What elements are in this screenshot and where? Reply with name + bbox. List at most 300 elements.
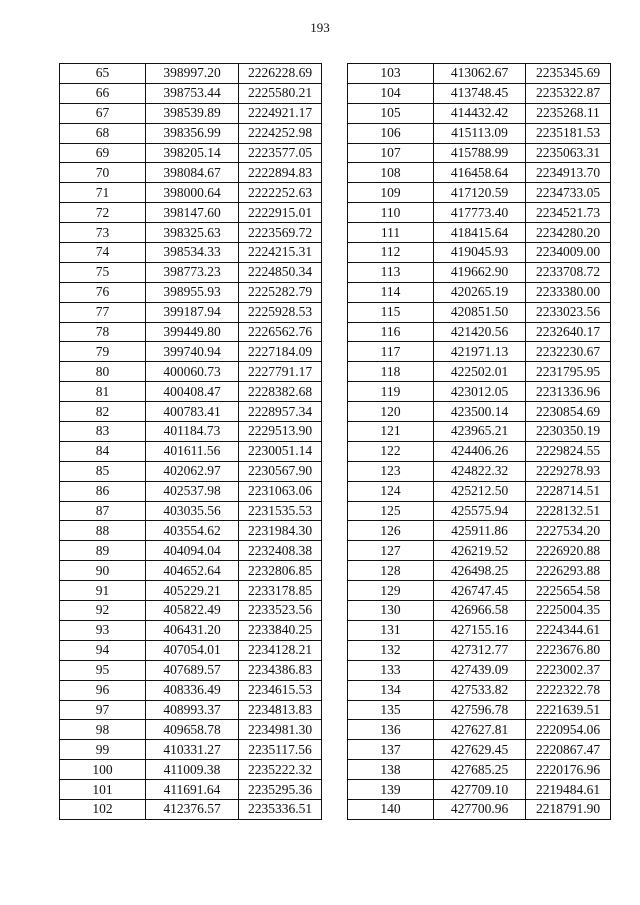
point-number-cell: 94 — [60, 640, 146, 660]
y-coordinate-cell: 2234521.73 — [526, 203, 611, 223]
point-number-cell: 121 — [348, 422, 434, 442]
x-coordinate-cell: 425575.94 — [434, 501, 526, 521]
table-row — [60, 660, 322, 680]
x-coordinate-cell: 404652.64 — [146, 561, 239, 581]
table-row — [60, 541, 322, 561]
y-coordinate-cell: 2223569.72 — [239, 223, 322, 243]
y-coordinate-cell: 2221639.51 — [526, 700, 611, 720]
table-row — [60, 302, 322, 322]
y-coordinate-cell: 2234009.00 — [526, 243, 611, 263]
x-coordinate-cell: 403554.62 — [146, 521, 239, 541]
y-coordinate-cell: 2234981.30 — [239, 720, 322, 740]
table-row — [60, 203, 322, 223]
y-coordinate-cell: 2235336.51 — [239, 799, 322, 819]
x-coordinate-cell: 398000.64 — [146, 183, 239, 203]
y-coordinate-cell: 2224215.31 — [239, 243, 322, 263]
point-number-cell: 132 — [348, 640, 434, 660]
table-row — [60, 601, 322, 621]
y-coordinate-cell: 2222894.83 — [239, 163, 322, 183]
x-coordinate-cell: 403035.56 — [146, 501, 239, 521]
x-coordinate-cell: 421971.13 — [434, 342, 526, 362]
x-coordinate-cell: 425911.86 — [434, 521, 526, 541]
coordinates-table-left — [59, 63, 322, 820]
y-coordinate-cell: 2220176.96 — [526, 760, 611, 780]
point-number-cell: 130 — [348, 601, 434, 621]
x-coordinate-cell: 426747.45 — [434, 581, 526, 601]
x-coordinate-cell: 408993.37 — [146, 700, 239, 720]
point-number-cell: 83 — [60, 422, 146, 442]
y-coordinate-cell: 2226293.88 — [526, 561, 611, 581]
x-coordinate-cell: 401611.56 — [146, 441, 239, 461]
table-row — [348, 123, 611, 143]
y-coordinate-cell: 2228957.34 — [239, 402, 322, 422]
x-coordinate-cell: 402062.97 — [146, 461, 239, 481]
table-row — [348, 422, 611, 442]
point-number-cell: 74 — [60, 243, 146, 263]
point-number-cell: 128 — [348, 561, 434, 581]
table-row — [60, 163, 322, 183]
point-number-cell: 69 — [60, 143, 146, 163]
point-number-cell: 98 — [60, 720, 146, 740]
x-coordinate-cell: 405229.21 — [146, 581, 239, 601]
y-coordinate-cell: 2224921.17 — [239, 103, 322, 123]
table-row — [348, 581, 611, 601]
table-row — [60, 501, 322, 521]
point-number-cell: 72 — [60, 203, 146, 223]
y-coordinate-cell: 2235181.53 — [526, 123, 611, 143]
point-number-cell: 80 — [60, 362, 146, 382]
x-coordinate-cell: 423500.14 — [434, 402, 526, 422]
point-number-cell: 96 — [60, 680, 146, 700]
x-coordinate-cell: 410331.27 — [146, 740, 239, 760]
table-row — [60, 620, 322, 640]
x-coordinate-cell: 419662.90 — [434, 262, 526, 282]
point-number-cell: 124 — [348, 481, 434, 501]
x-coordinate-cell: 411009.38 — [146, 760, 239, 780]
point-number-cell: 104 — [348, 83, 434, 103]
y-coordinate-cell: 2225654.58 — [526, 581, 611, 601]
point-number-cell: 79 — [60, 342, 146, 362]
point-number-cell: 139 — [348, 780, 434, 800]
point-number-cell: 102 — [60, 799, 146, 819]
x-coordinate-cell: 423965.21 — [434, 422, 526, 442]
x-coordinate-cell: 398955.93 — [146, 282, 239, 302]
table-row — [348, 402, 611, 422]
point-number-cell: 103 — [348, 64, 434, 84]
x-coordinate-cell: 420851.50 — [434, 302, 526, 322]
table-row — [60, 799, 322, 819]
x-coordinate-cell: 400060.73 — [146, 362, 239, 382]
y-coordinate-cell: 2227184.09 — [239, 342, 322, 362]
y-coordinate-cell: 2228714.51 — [526, 481, 611, 501]
point-number-cell: 90 — [60, 561, 146, 581]
x-coordinate-cell: 412376.57 — [146, 799, 239, 819]
y-coordinate-cell: 2235268.11 — [526, 103, 611, 123]
y-coordinate-cell: 2234128.21 — [239, 640, 322, 660]
coordinates-table-right — [347, 63, 611, 820]
y-coordinate-cell: 2228382.68 — [239, 382, 322, 402]
y-coordinate-cell: 2222322.78 — [526, 680, 611, 700]
y-coordinate-cell: 2235345.69 — [526, 64, 611, 84]
table-row — [348, 780, 611, 800]
table-row — [60, 223, 322, 243]
y-coordinate-cell: 2231984.30 — [239, 521, 322, 541]
x-coordinate-cell: 417120.59 — [434, 183, 526, 203]
x-coordinate-cell: 398997.20 — [146, 64, 239, 84]
table-row — [348, 461, 611, 481]
y-coordinate-cell: 2235322.87 — [526, 83, 611, 103]
x-coordinate-cell: 398205.14 — [146, 143, 239, 163]
x-coordinate-cell: 398753.44 — [146, 83, 239, 103]
point-number-cell: 78 — [60, 322, 146, 342]
table-row — [60, 243, 322, 263]
table-row — [60, 362, 322, 382]
table-row — [348, 382, 611, 402]
table-row — [348, 103, 611, 123]
x-coordinate-cell: 398356.99 — [146, 123, 239, 143]
table-row — [60, 740, 322, 760]
point-number-cell: 140 — [348, 799, 434, 819]
x-coordinate-cell: 419045.93 — [434, 243, 526, 263]
y-coordinate-cell: 2228132.51 — [526, 501, 611, 521]
point-number-cell: 97 — [60, 700, 146, 720]
y-coordinate-cell: 2226228.69 — [239, 64, 322, 84]
table-row — [60, 382, 322, 402]
x-coordinate-cell: 407689.57 — [146, 660, 239, 680]
y-coordinate-cell: 2223676.80 — [526, 640, 611, 660]
x-coordinate-cell: 398773.23 — [146, 262, 239, 282]
y-coordinate-cell: 2232806.85 — [239, 561, 322, 581]
table-row — [60, 780, 322, 800]
table-row — [60, 700, 322, 720]
point-number-cell: 126 — [348, 521, 434, 541]
point-number-cell: 66 — [60, 83, 146, 103]
x-coordinate-cell: 398539.89 — [146, 103, 239, 123]
y-coordinate-cell: 2235063.31 — [526, 143, 611, 163]
x-coordinate-cell: 404094.04 — [146, 541, 239, 561]
point-number-cell: 122 — [348, 441, 434, 461]
x-coordinate-cell: 426498.25 — [434, 561, 526, 581]
table-row — [348, 441, 611, 461]
x-coordinate-cell: 415788.99 — [434, 143, 526, 163]
y-coordinate-cell: 2225282.79 — [239, 282, 322, 302]
point-number-cell: 89 — [60, 541, 146, 561]
point-number-cell: 109 — [348, 183, 434, 203]
point-number-cell: 107 — [348, 143, 434, 163]
y-coordinate-cell: 2234280.20 — [526, 223, 611, 243]
y-coordinate-cell: 2230567.90 — [239, 461, 322, 481]
x-coordinate-cell: 427596.78 — [434, 700, 526, 720]
y-coordinate-cell: 2226920.88 — [526, 541, 611, 561]
point-number-cell: 100 — [60, 760, 146, 780]
x-coordinate-cell: 406431.20 — [146, 620, 239, 640]
x-coordinate-cell: 398147.60 — [146, 203, 239, 223]
table-row — [348, 143, 611, 163]
y-coordinate-cell: 2230350.19 — [526, 422, 611, 442]
table-row — [60, 262, 322, 282]
y-coordinate-cell: 2233523.56 — [239, 601, 322, 621]
point-number-cell: 138 — [348, 760, 434, 780]
y-coordinate-cell: 2231535.53 — [239, 501, 322, 521]
point-number-cell: 92 — [60, 601, 146, 621]
point-number-cell: 86 — [60, 481, 146, 501]
x-coordinate-cell: 427155.16 — [434, 620, 526, 640]
table-row — [60, 521, 322, 541]
point-number-cell: 101 — [60, 780, 146, 800]
x-coordinate-cell: 416458.64 — [434, 163, 526, 183]
y-coordinate-cell: 2219484.61 — [526, 780, 611, 800]
y-coordinate-cell: 2231795.95 — [526, 362, 611, 382]
y-coordinate-cell: 2224252.98 — [239, 123, 322, 143]
point-number-cell: 116 — [348, 322, 434, 342]
point-number-cell: 84 — [60, 441, 146, 461]
x-coordinate-cell: 399449.80 — [146, 322, 239, 342]
x-coordinate-cell: 413062.67 — [434, 64, 526, 84]
x-coordinate-cell: 426966.58 — [434, 601, 526, 621]
table-row — [60, 441, 322, 461]
table-row — [348, 740, 611, 760]
table-row — [348, 501, 611, 521]
y-coordinate-cell: 2222915.01 — [239, 203, 322, 223]
table-row — [60, 342, 322, 362]
x-coordinate-cell: 398534.33 — [146, 243, 239, 263]
table-row — [348, 700, 611, 720]
table-row — [348, 243, 611, 263]
x-coordinate-cell: 402537.98 — [146, 481, 239, 501]
point-number-cell: 85 — [60, 461, 146, 481]
table-row — [348, 760, 611, 780]
table-row — [348, 620, 611, 640]
y-coordinate-cell: 2232408.38 — [239, 541, 322, 561]
y-coordinate-cell: 2233708.72 — [526, 262, 611, 282]
x-coordinate-cell: 422502.01 — [434, 362, 526, 382]
table-row — [60, 183, 322, 203]
y-coordinate-cell: 2231336.96 — [526, 382, 611, 402]
table-row — [348, 640, 611, 660]
y-coordinate-cell: 2223002.37 — [526, 660, 611, 680]
table-row — [60, 461, 322, 481]
table-row — [348, 223, 611, 243]
y-coordinate-cell: 2227791.17 — [239, 362, 322, 382]
y-coordinate-cell: 2234913.70 — [526, 163, 611, 183]
y-coordinate-cell: 2224850.34 — [239, 262, 322, 282]
point-number-cell: 120 — [348, 402, 434, 422]
x-coordinate-cell: 401184.73 — [146, 422, 239, 442]
point-number-cell: 82 — [60, 402, 146, 422]
x-coordinate-cell: 427533.82 — [434, 680, 526, 700]
y-coordinate-cell: 2225928.53 — [239, 302, 322, 322]
table-row — [60, 481, 322, 501]
point-number-cell: 111 — [348, 223, 434, 243]
x-coordinate-cell: 427629.45 — [434, 740, 526, 760]
point-number-cell: 88 — [60, 521, 146, 541]
x-coordinate-cell: 427312.77 — [434, 640, 526, 660]
table-row — [60, 561, 322, 581]
table-row — [60, 64, 322, 84]
table-row — [348, 322, 611, 342]
x-coordinate-cell: 399187.94 — [146, 302, 239, 322]
y-coordinate-cell: 2218791.90 — [526, 799, 611, 819]
y-coordinate-cell: 2234813.83 — [239, 700, 322, 720]
x-coordinate-cell: 423012.05 — [434, 382, 526, 402]
y-coordinate-cell: 2235222.32 — [239, 760, 322, 780]
point-number-cell: 112 — [348, 243, 434, 263]
y-coordinate-cell: 2234386.83 — [239, 660, 322, 680]
point-number-cell: 105 — [348, 103, 434, 123]
table-row — [60, 123, 322, 143]
x-coordinate-cell: 398325.63 — [146, 223, 239, 243]
table-row — [60, 422, 322, 442]
point-number-cell: 99 — [60, 740, 146, 760]
point-number-cell: 114 — [348, 282, 434, 302]
point-number-cell: 113 — [348, 262, 434, 282]
point-number-cell: 137 — [348, 740, 434, 760]
x-coordinate-cell: 413748.45 — [434, 83, 526, 103]
x-coordinate-cell: 427709.10 — [434, 780, 526, 800]
table-row — [348, 680, 611, 700]
y-coordinate-cell: 2230051.14 — [239, 441, 322, 461]
table-row — [348, 262, 611, 282]
y-coordinate-cell: 2222252.63 — [239, 183, 322, 203]
x-coordinate-cell: 399740.94 — [146, 342, 239, 362]
y-coordinate-cell: 2233023.56 — [526, 302, 611, 322]
table-row — [348, 561, 611, 581]
y-coordinate-cell: 2231063.06 — [239, 481, 322, 501]
x-coordinate-cell: 421420.56 — [434, 322, 526, 342]
point-number-cell: 95 — [60, 660, 146, 680]
x-coordinate-cell: 427439.09 — [434, 660, 526, 680]
point-number-cell: 68 — [60, 123, 146, 143]
table-row — [348, 83, 611, 103]
y-coordinate-cell: 2232230.67 — [526, 342, 611, 362]
table-row — [348, 203, 611, 223]
y-coordinate-cell: 2233178.85 — [239, 581, 322, 601]
point-number-cell: 65 — [60, 64, 146, 84]
x-coordinate-cell: 424406.26 — [434, 441, 526, 461]
y-coordinate-cell: 2220954.06 — [526, 720, 611, 740]
table-row — [348, 521, 611, 541]
point-number-cell: 73 — [60, 223, 146, 243]
x-coordinate-cell: 409658.78 — [146, 720, 239, 740]
x-coordinate-cell: 405822.49 — [146, 601, 239, 621]
x-coordinate-cell: 427627.81 — [434, 720, 526, 740]
y-coordinate-cell: 2227534.20 — [526, 521, 611, 541]
y-coordinate-cell: 2235117.56 — [239, 740, 322, 760]
point-number-cell: 125 — [348, 501, 434, 521]
y-coordinate-cell: 2232640.17 — [526, 322, 611, 342]
x-coordinate-cell: 418415.64 — [434, 223, 526, 243]
y-coordinate-cell: 2234733.05 — [526, 183, 611, 203]
point-number-cell: 133 — [348, 660, 434, 680]
point-number-cell: 87 — [60, 501, 146, 521]
point-number-cell: 70 — [60, 163, 146, 183]
x-coordinate-cell: 427700.96 — [434, 799, 526, 819]
table-row — [348, 362, 611, 382]
x-coordinate-cell: 426219.52 — [434, 541, 526, 561]
y-coordinate-cell: 2229278.93 — [526, 461, 611, 481]
point-number-cell: 123 — [348, 461, 434, 481]
table-row — [60, 720, 322, 740]
table-row — [60, 640, 322, 660]
x-coordinate-cell: 407054.01 — [146, 640, 239, 660]
table-row — [348, 163, 611, 183]
x-coordinate-cell: 400408.47 — [146, 382, 239, 402]
table-row — [348, 601, 611, 621]
table-row — [60, 581, 322, 601]
point-number-cell: 67 — [60, 103, 146, 123]
y-coordinate-cell: 2233380.00 — [526, 282, 611, 302]
y-coordinate-cell: 2223577.05 — [239, 143, 322, 163]
point-number-cell: 119 — [348, 382, 434, 402]
y-coordinate-cell: 2220867.47 — [526, 740, 611, 760]
point-number-cell: 76 — [60, 282, 146, 302]
point-number-cell: 93 — [60, 620, 146, 640]
y-coordinate-cell: 2226562.76 — [239, 322, 322, 342]
point-number-cell: 115 — [348, 302, 434, 322]
table-row — [348, 282, 611, 302]
point-number-cell: 129 — [348, 581, 434, 601]
point-number-cell: 127 — [348, 541, 434, 561]
x-coordinate-cell: 424822.32 — [434, 461, 526, 481]
y-coordinate-cell: 2230854.69 — [526, 402, 611, 422]
point-number-cell: 71 — [60, 183, 146, 203]
table-row — [348, 720, 611, 740]
point-number-cell: 81 — [60, 382, 146, 402]
table-row — [348, 342, 611, 362]
y-coordinate-cell: 2235295.36 — [239, 780, 322, 800]
x-coordinate-cell: 417773.40 — [434, 203, 526, 223]
point-number-cell: 77 — [60, 302, 146, 322]
table-row — [60, 402, 322, 422]
table-row — [348, 183, 611, 203]
y-coordinate-cell: 2233840.25 — [239, 620, 322, 640]
table-row — [60, 143, 322, 163]
point-number-cell: 134 — [348, 680, 434, 700]
point-number-cell: 117 — [348, 342, 434, 362]
x-coordinate-cell: 425212.50 — [434, 481, 526, 501]
point-number-cell: 75 — [60, 262, 146, 282]
y-coordinate-cell: 2224344.61 — [526, 620, 611, 640]
x-coordinate-cell: 415113.09 — [434, 123, 526, 143]
point-number-cell: 91 — [60, 581, 146, 601]
page-number: 193 — [310, 20, 330, 35]
x-coordinate-cell: 398084.67 — [146, 163, 239, 183]
table-row — [60, 322, 322, 342]
y-coordinate-cell: 2225580.21 — [239, 83, 322, 103]
y-coordinate-cell: 2229824.55 — [526, 441, 611, 461]
y-coordinate-cell: 2229513.90 — [239, 422, 322, 442]
table-row — [348, 660, 611, 680]
table-row — [348, 799, 611, 819]
table-row — [60, 282, 322, 302]
point-number-cell: 106 — [348, 123, 434, 143]
table-row — [60, 760, 322, 780]
point-number-cell: 131 — [348, 620, 434, 640]
x-coordinate-cell: 420265.19 — [434, 282, 526, 302]
table-row — [60, 83, 322, 103]
x-coordinate-cell: 408336.49 — [146, 680, 239, 700]
table-row — [60, 103, 322, 123]
table-row — [348, 541, 611, 561]
x-coordinate-cell: 400783.41 — [146, 402, 239, 422]
x-coordinate-cell: 411691.64 — [146, 780, 239, 800]
point-number-cell: 108 — [348, 163, 434, 183]
table-row — [348, 302, 611, 322]
y-coordinate-cell: 2234615.53 — [239, 680, 322, 700]
point-number-cell: 136 — [348, 720, 434, 740]
y-coordinate-cell: 2225004.35 — [526, 601, 611, 621]
x-coordinate-cell: 427685.25 — [434, 760, 526, 780]
